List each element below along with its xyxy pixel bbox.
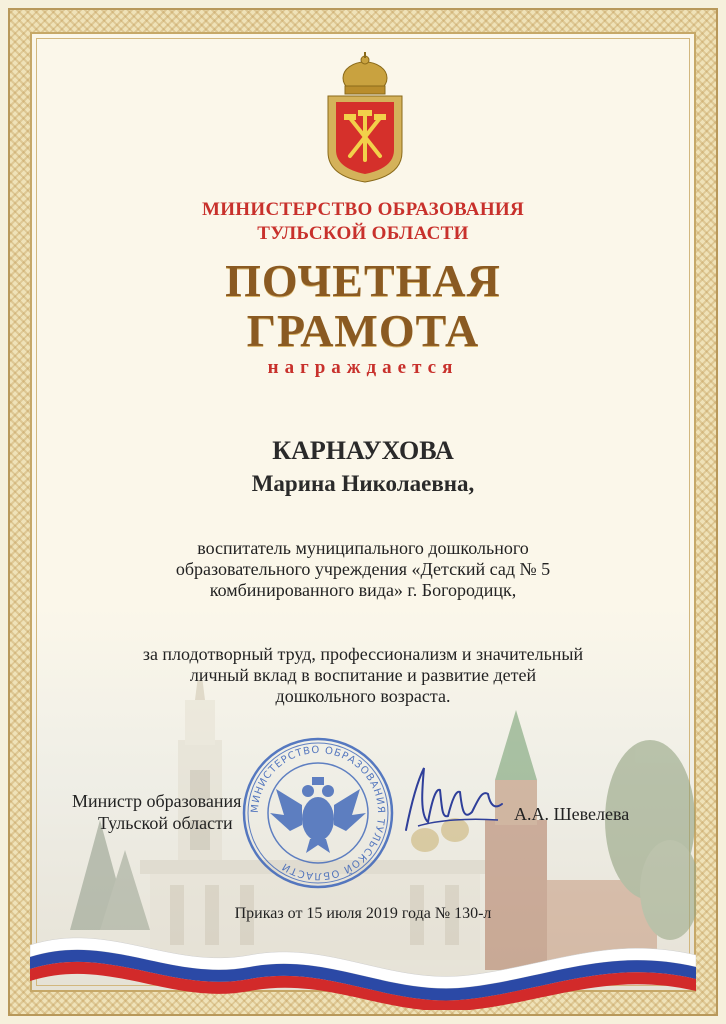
merit-line-3: дошкольного возраста.: [275, 686, 451, 706]
coat-of-arms-emblem: [322, 52, 408, 184]
order-reference: Приказ от 15 июля 2019 года № 130-л: [234, 905, 492, 922]
merit-line-2: личный вклад в воспитание и развитие детей: [189, 665, 537, 685]
ministry-heading: [0, 198, 726, 246]
signer-title: [72, 790, 241, 834]
title-line-1: ПОЧЕТНАЯ: [225, 255, 501, 306]
official-stamp: [240, 735, 396, 891]
merit-line-1: за плодотворный труд, профессионализм и значительный: [142, 644, 584, 664]
handwritten-signature: [398, 760, 508, 840]
signer-title-line-2: Тульской области: [98, 813, 233, 833]
awarded-label: награждается: [267, 357, 459, 378]
tricolor-ribbon: [30, 915, 696, 1010]
signer-title-line-1: Министр образования: [72, 791, 242, 811]
recipient-surname: КАРНАУХОВА: [272, 436, 454, 465]
recipient-name: Марина Николаевна,: [251, 471, 475, 496]
recipient-position: [0, 538, 726, 601]
signer-name: А.А. Шевелева: [514, 804, 630, 824]
position-line-2: образовательного учреждения «Детский сад № 5: [175, 559, 551, 579]
ministry-line-1: МИНИСТЕРСТВО ОБРАЗОВАНИЯ: [201, 199, 525, 220]
position-line-3: комбинированного вида» г. Богородицк,: [209, 580, 517, 600]
title-line-2: ГРАМОТА: [246, 305, 480, 356]
position-line-1: воспитатель муниципального дошкольного: [197, 538, 529, 558]
stamp-text: МИНИСТЕРСТВО ОБРАЗОВАНИЯ ТУЛЬСКОЙ ОБЛАСТИ: [249, 744, 387, 882]
ministry-line-2: ТУЛЬСКОЙ ОБЛАСТИ: [257, 223, 469, 244]
merit-description: [0, 644, 726, 707]
certificate-title: [0, 256, 726, 356]
